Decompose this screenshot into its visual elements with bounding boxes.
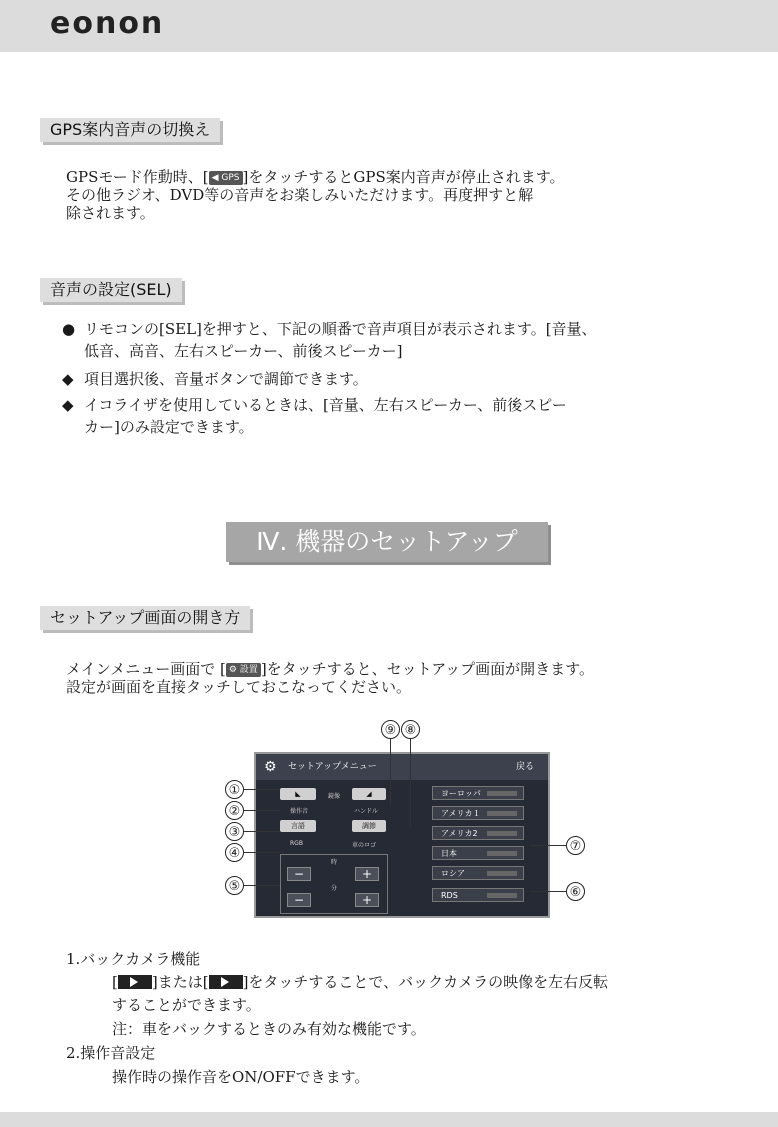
minute-minus-button[interactable]: − (287, 893, 311, 907)
list-item-1-line-2: することができます。 (112, 996, 261, 1014)
hour-plus-button[interactable]: + (355, 867, 379, 881)
language-button[interactable]: 言語 (280, 820, 316, 832)
mirror-label: 鏡像 (328, 793, 341, 800)
screen-title: セットアップメニュー (288, 762, 377, 772)
adjust-button[interactable]: 調節 (352, 820, 386, 832)
diamond-bullet-icon: ◆ (62, 370, 74, 388)
minute-plus-button[interactable]: + (355, 893, 379, 907)
beep-label: 操作音 (290, 808, 309, 815)
callout-1: ① (225, 780, 244, 799)
settings-gear-icon: ⚙ 設置 (226, 663, 261, 677)
leader-line-7 (530, 845, 566, 846)
mirror-left-icon (118, 975, 152, 989)
callout-5: ⑤ (225, 876, 244, 895)
leader-line-5 (244, 885, 280, 886)
leader-line-2 (244, 810, 280, 811)
gps-voice-icon: ◀ GPS (209, 171, 243, 185)
region-america-2[interactable]: アメリカ2 (432, 826, 524, 840)
gear-icon: ⚙ (264, 759, 277, 775)
chapter-title: Ⅳ. 機器のセットアップ (226, 522, 548, 562)
bottom-bar (0, 1112, 778, 1127)
leader-line-6 (530, 891, 566, 892)
rds-button[interactable]: RDS (432, 888, 524, 902)
setup-paragraph: メインメニュー画面で [ ⚙ 設置 ]をタッチすると、セットアップ画面が開きます。 設定が画面を直接タッチしておこなってください。 (66, 660, 594, 696)
back-button[interactable]: 戻る (515, 762, 534, 772)
rgb-label: RGB (290, 840, 303, 847)
car-logo-label: 車のロゴ (352, 842, 377, 849)
sel-bullet-2: ◆ 項目選択後、音量ボタンで調節できます。 (62, 370, 368, 388)
leader-line-1 (244, 789, 280, 790)
callout-6: ⑥ (566, 882, 585, 901)
callout-2: ② (225, 801, 244, 820)
list-item-1-note: 注：車をバックするときのみ有効な機能です。 (112, 1020, 426, 1038)
mirror-right-icon (209, 975, 243, 989)
sel-bullet-3: ◆ イコライザを使用しているときは、[音量、左右スピーカー、前後スピー カー]のみ設定できます。 (62, 396, 567, 436)
callout-4: ④ (225, 843, 244, 862)
callout-9: ⑨ (381, 720, 400, 739)
handle-label: ハンドル (354, 808, 379, 815)
hour-minus-button[interactable]: − (287, 867, 311, 881)
list-item-2-line-1: 操作時の操作音をON/OFFできます。 (112, 1068, 370, 1086)
mirror-button-right[interactable]: ◢ (352, 788, 386, 800)
list-item-2-title: 2.操作音設定 (66, 1044, 156, 1062)
diamond-bullet-icon: ◆ (62, 396, 74, 414)
callout-3: ③ (225, 822, 244, 841)
region-europe[interactable]: ヨーロッパ (432, 786, 524, 800)
top-bar (0, 0, 778, 52)
gps-paragraph: GPSモード作動時、[ ◀ GPS ]をタッチするとGPS案内音声が停止されます。 その他ラジオ、DVD等の音声をお楽しみいただけます。再度押すと解 除されます。 (66, 168, 565, 222)
screen-header (256, 754, 548, 780)
setup-menu-screen (254, 752, 550, 918)
list-item-1-title: 1.バックカメラ機能 (66, 950, 201, 968)
callout-8: ⑧ (401, 720, 420, 739)
leader-line-8 (410, 739, 411, 827)
region-america-1[interactable]: アメリカ１ (432, 806, 524, 820)
sel-bullet-1: ● リモコンの[SEL]を押すと、下記の順番で音声項目が表示されます。[音量、 低音、高音、左右スピーカー、前後スピーカー] (62, 320, 597, 360)
region-russia[interactable]: ロシア (432, 866, 524, 880)
leader-line-3 (244, 831, 280, 832)
setup-section-title: セットアップ画面の開き方 (40, 606, 250, 630)
brand-logo: eonon (50, 6, 165, 41)
leader-line-4 (244, 852, 280, 853)
callout-7: ⑦ (566, 836, 585, 855)
leader-line-9 (390, 739, 391, 805)
circle-bullet-icon: ● (62, 320, 76, 338)
mirror-button-left[interactable]: ◣ (280, 788, 316, 800)
time-setting-box: 時 − + 分 − + (280, 854, 388, 914)
list-item-1-line-1: [ ]または[ ]をタッチすることで、バックカメラの映像を左右反転 (112, 973, 609, 991)
sel-section-title: 音声の設定(SEL) (40, 278, 182, 302)
gps-section-title: GPS案内音声の切換え (40, 118, 220, 142)
region-japan[interactable]: 日本 (432, 846, 524, 860)
